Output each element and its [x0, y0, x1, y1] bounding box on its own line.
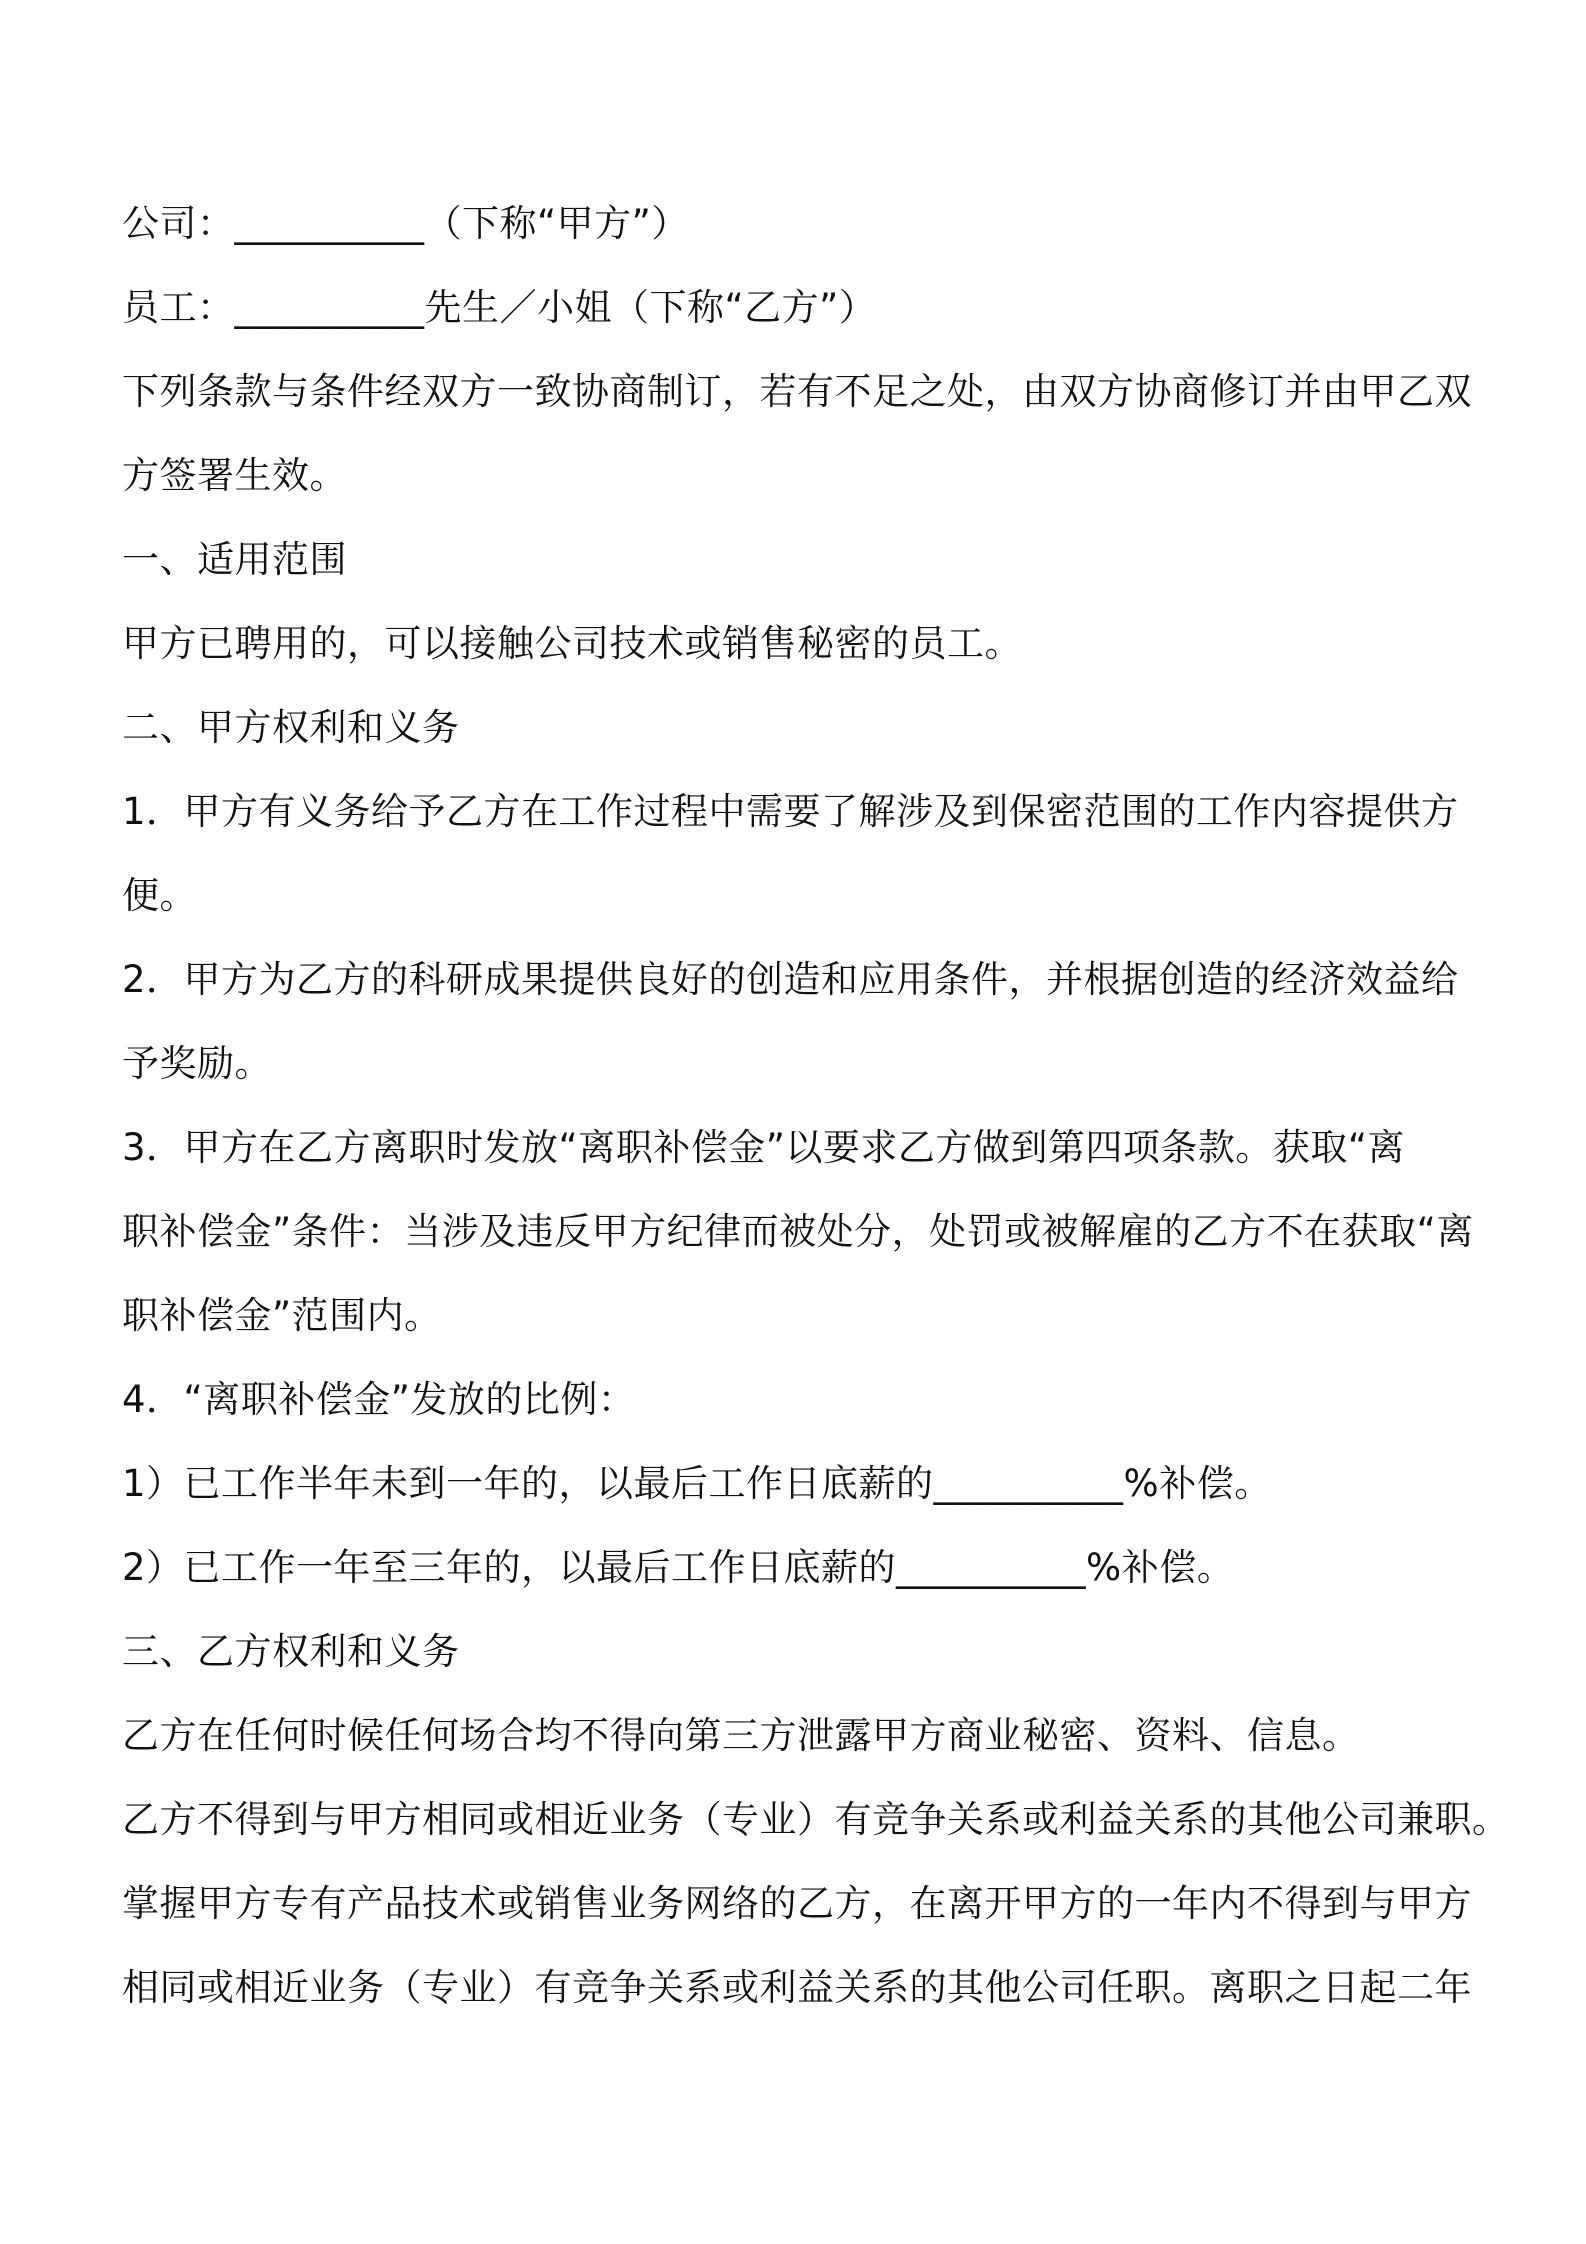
- clause-1-line-2: 便。: [122, 874, 197, 917]
- intro-paragraph-line-1: 下列条款与条件经双方一致协商制订，若有不足之处，由双方协商修订并由甲乙双: [122, 370, 1472, 413]
- clause-3-line-3: 职补偿金”范围内。: [122, 1294, 442, 1337]
- clause-4-item-2: 2）已工作一年至三年的，以最后工作日底薪的__________%补偿。: [122, 1546, 1235, 1589]
- party-b-paragraph-1: 乙方在任何时候任何场合均不得向第三方泄露甲方商业秘密、资料、信息。: [122, 1714, 1360, 1757]
- section-heading-party-a: 二、甲方权利和义务: [122, 706, 460, 749]
- party-b-paragraph-3-line-2: 相同或相近业务（专业）有竞争关系或利益关系的其他公司任职。离职之日起二年: [122, 1966, 1472, 2009]
- employee-field-line: 员工：__________先生／小姐（下称“乙方”）: [122, 286, 877, 329]
- scope-paragraph: 甲方已聘用的，可以接触公司技术或销售秘密的员工。: [122, 622, 1022, 665]
- clause-3-line-1: 3．甲方在乙方离职时发放“离职补偿金”以要求乙方做到第四项条款。获取“离: [122, 1126, 1406, 1169]
- clause-2-line-2: 予奖励。: [122, 1042, 272, 1085]
- clause-2-line-1: 2．甲方为乙方的科研成果提供良好的创造和应用条件，并根据创造的经济效益给: [122, 958, 1459, 1001]
- clause-3-line-2: 职补偿金”条件：当涉及违反甲方纪律而被处分，处罚或被解雇的乙方不在获取“离: [122, 1210, 1474, 1253]
- section-heading-party-b: 三、乙方权利和义务: [122, 1630, 460, 1673]
- party-b-paragraph-3-line-1: 掌握甲方专有产品技术或销售业务网络的乙方，在离开甲方的一年内不得到与甲方: [122, 1882, 1472, 1925]
- clause-4-heading: 4．“离职补偿金”发放的比例：: [122, 1378, 636, 1421]
- clause-4-item-1: 1）已工作半年未到一年的，以最后工作日底薪的__________%补偿。: [122, 1462, 1272, 1505]
- section-heading-scope: 一、适用范围: [122, 538, 347, 581]
- clause-1-line-1: 1．甲方有义务给予乙方在工作过程中需要了解涉及到保密范围的工作内容提供方: [122, 790, 1459, 833]
- company-field-line: 公司：__________（下称“甲方”）: [122, 202, 689, 245]
- party-b-paragraph-2: 乙方不得到与甲方相同或相近业务（专业）有竞争关系或利益关系的其他公司兼职。: [122, 1798, 1510, 1841]
- intro-paragraph-line-2: 方签署生效。: [122, 454, 347, 497]
